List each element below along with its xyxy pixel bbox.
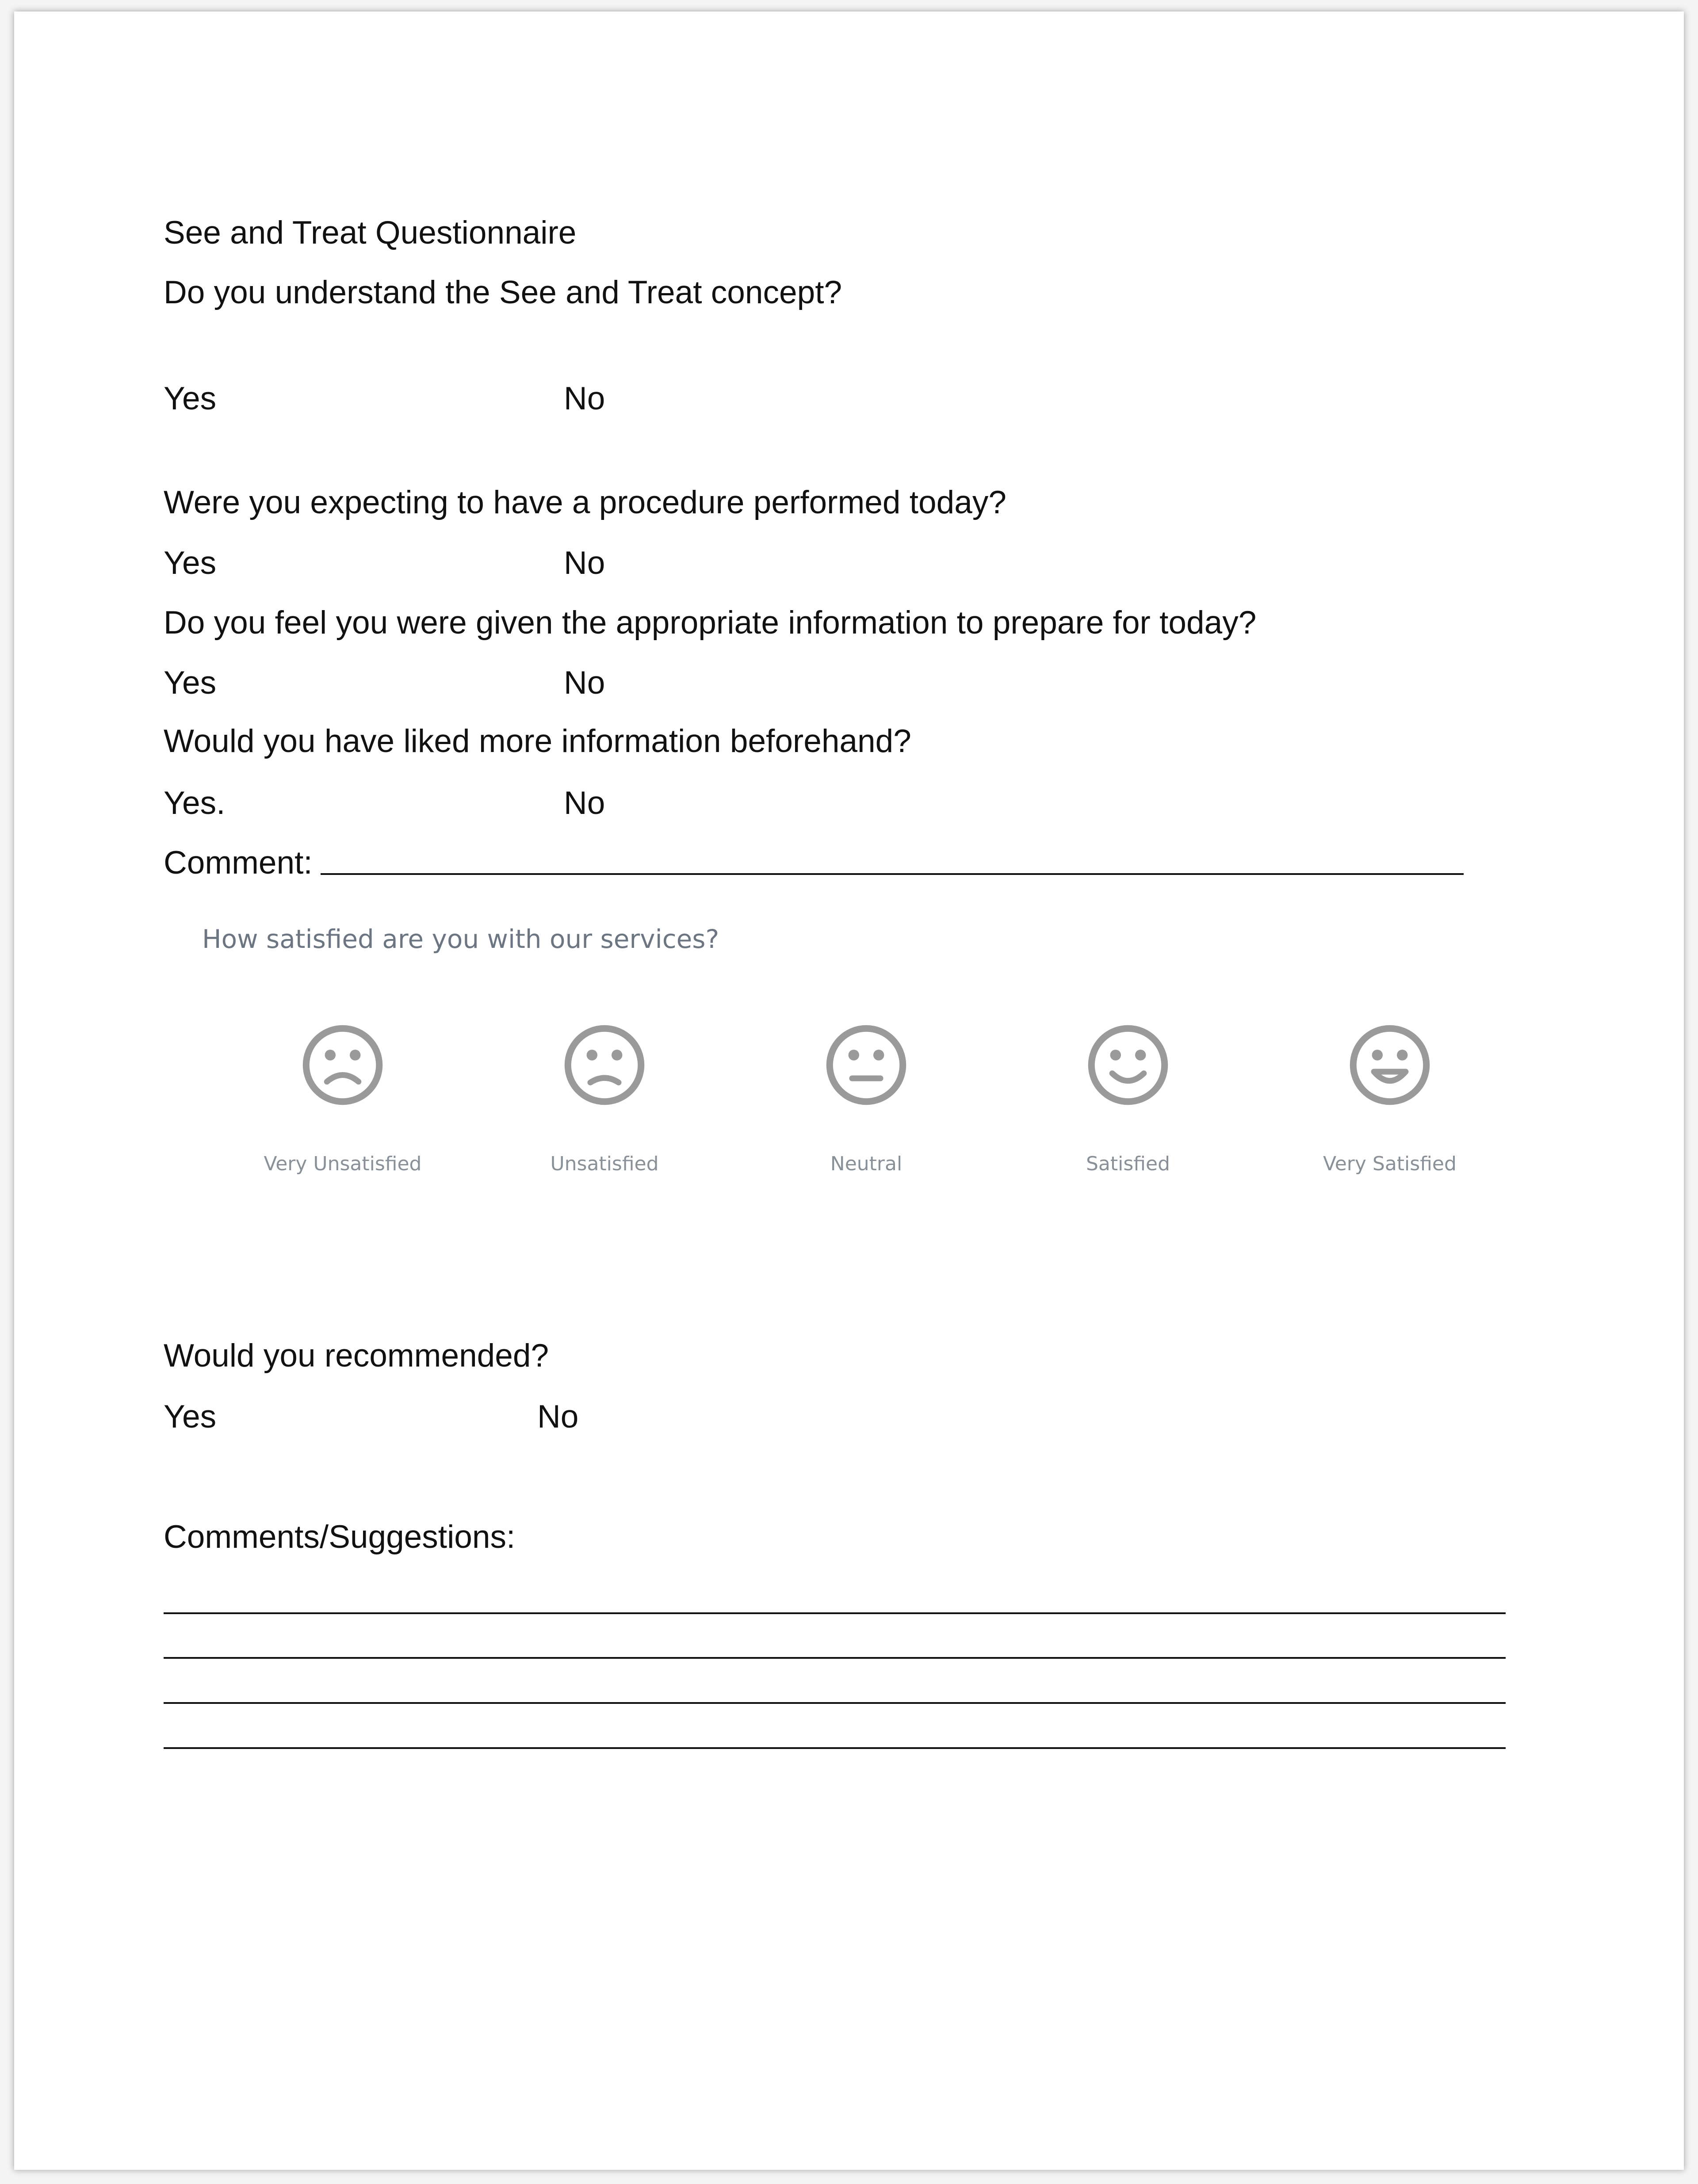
suggestion-line-1[interactable] xyxy=(164,1612,1506,1614)
recommend-no[interactable]: No xyxy=(537,1399,579,1435)
question-4-yes[interactable]: Yes. xyxy=(164,785,226,821)
satisfied-face-icon[interactable] xyxy=(1086,1023,1170,1107)
unsatisfied-face-icon[interactable] xyxy=(563,1023,646,1107)
comment-line[interactable] xyxy=(321,873,1464,875)
face-label-unsatisfied: Unsatisfied xyxy=(550,1153,659,1175)
comment-label: Comment: xyxy=(164,845,313,881)
question-1: Do you understand the See and Treat concept? xyxy=(164,275,842,310)
question-1-yes[interactable]: Yes xyxy=(164,381,217,416)
question-3: Do you feel you were given the appropriate information to prepare for today? xyxy=(164,605,1257,641)
question-3-no[interactable]: No xyxy=(564,665,605,701)
suggestion-line-3[interactable] xyxy=(164,1702,1506,1704)
suggestion-line-2[interactable] xyxy=(164,1657,1506,1659)
recommend-question: Would you recommended? xyxy=(164,1338,549,1374)
recommend-yes[interactable]: Yes xyxy=(164,1399,217,1435)
face-label-satisfied: Satisfied xyxy=(1086,1153,1170,1175)
suggestion-line-4[interactable] xyxy=(164,1747,1506,1749)
comments-suggestions-label: Comments/Suggestions: xyxy=(164,1519,516,1555)
question-2: Were you expecting to have a procedure performed today? xyxy=(164,485,1006,520)
question-3-yes[interactable]: Yes xyxy=(164,665,217,701)
neutral-face-icon[interactable] xyxy=(825,1023,908,1107)
question-4: Would you have liked more information beforehand? xyxy=(164,723,911,759)
face-label-very-satisfied: Very Satisfied xyxy=(1323,1153,1457,1175)
page-title: See and Treat Questionnaire xyxy=(164,215,577,251)
face-label-very-unsatisfied: Very Unsatisfied xyxy=(264,1153,422,1175)
very-unsatisfied-face-icon[interactable] xyxy=(301,1023,384,1107)
question-1-no[interactable]: No xyxy=(564,381,605,416)
question-2-yes[interactable]: Yes xyxy=(164,545,217,581)
very-satisfied-face-icon[interactable] xyxy=(1348,1023,1431,1107)
satisfaction-question: How satisfied are you with our services? xyxy=(202,924,719,954)
question-2-no[interactable]: No xyxy=(564,545,605,581)
question-4-no[interactable]: No xyxy=(564,785,605,821)
face-label-neutral: Neutral xyxy=(830,1153,903,1175)
